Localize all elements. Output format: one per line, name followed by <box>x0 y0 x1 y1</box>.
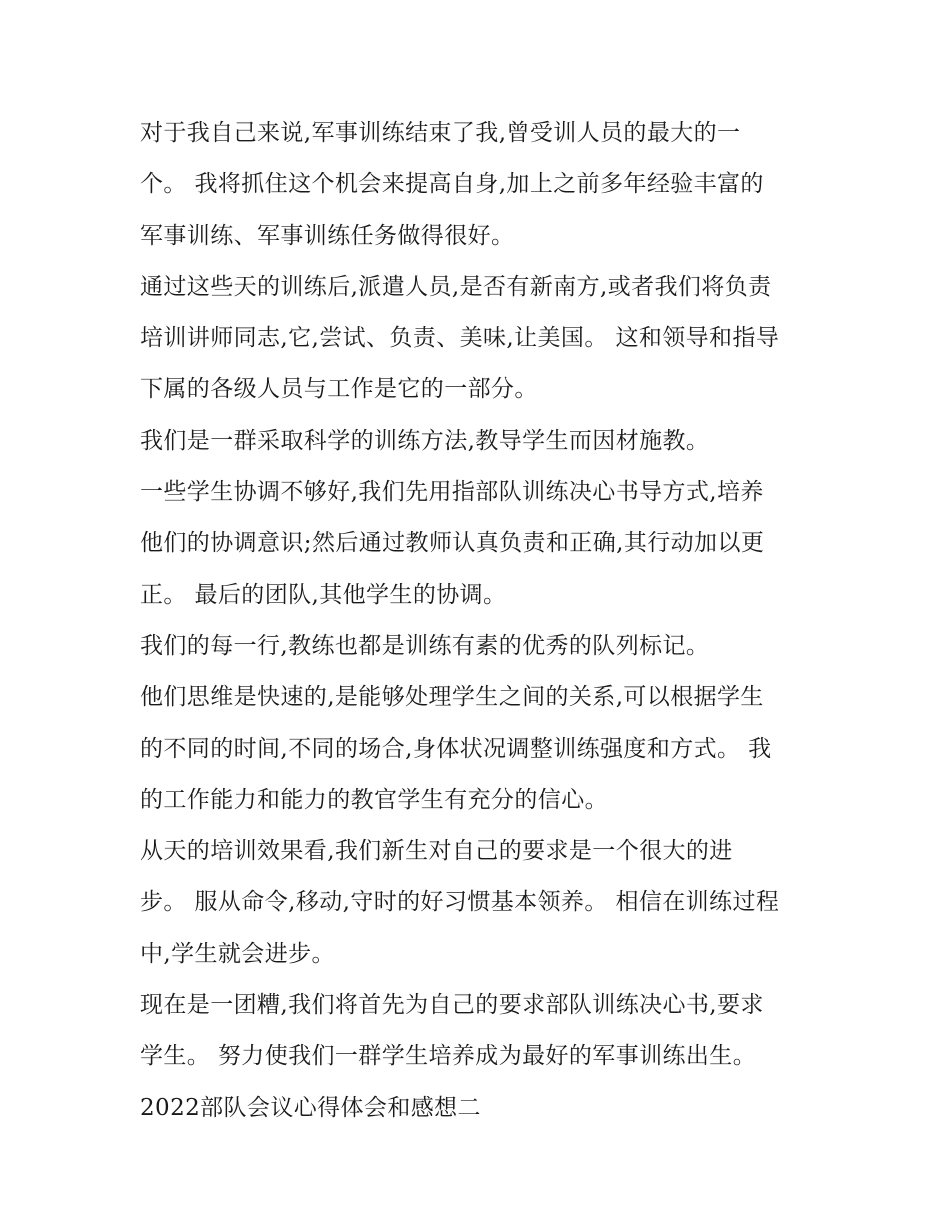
text-line-14: 的工作能力和能力的教官学生有充分的信心。 <box>140 786 608 813</box>
text-line-3: 军事训练、军事训练任务做得很好。 <box>140 222 515 249</box>
text-line-16: 步。 服从命令,移动,守时的好习惯基本领养。 相信在训练过程 <box>140 889 780 916</box>
text-line-9: 他们的协调意识;然后通过教师认真负责和正确,其行动加以更 <box>140 530 765 557</box>
text-line-4: 通过这些天的训练后,派遣人员,是否有新南方,或者我们将负责 <box>140 273 772 300</box>
text-line-11: 我们的每一行,教练也都是训练有素的优秀的队列标记。 <box>140 632 710 659</box>
section-heading: 2022部队会议心得体会和感想二 <box>140 1094 481 1121</box>
text-line-13: 的不同的时间,不同的场合,身体状况调整训练强度和方式。 我 <box>140 735 772 762</box>
text-line-7: 我们是一群采取科学的训练方法,教导学生而因材施教。 <box>140 427 710 454</box>
text-line-19: 学生。 努力使我们一群学生培养成为最好的军事训练出生。 <box>140 1043 757 1070</box>
text-line-8: 一些学生协调不够好,我们先用指部队训练决心书导方式,培养 <box>140 479 764 506</box>
text-line-5: 培训讲师同志,它,尝试、负责、美味,让美国。 这和领导和指导 <box>140 325 780 352</box>
text-line-17: 中,学生就会进步。 <box>140 940 335 967</box>
text-line-15: 从天的培训效果看,我们新生对自己的要求是一个很大的进 <box>140 838 733 865</box>
text-line-18: 现在是一团糟,我们将首先为自己的要求部队训练决心书,要求 <box>140 992 764 1019</box>
text-line-10: 正。 最后的团队,其他学生的协调。 <box>140 581 507 608</box>
text-line-1: 对于我自己来说,军事训练结束了我,曾受训人员的最大的一 <box>140 120 741 146</box>
text-line-6: 下属的各级人员与工作是它的一部分。 <box>140 376 538 403</box>
text-line-12: 他们思维是快速的,是能够处理学生之间的关系,可以根据学生 <box>140 684 764 711</box>
text-line-2: 个。 我将抓住这个机会来提高自身,加上之前多年经验丰富的 <box>140 171 764 198</box>
